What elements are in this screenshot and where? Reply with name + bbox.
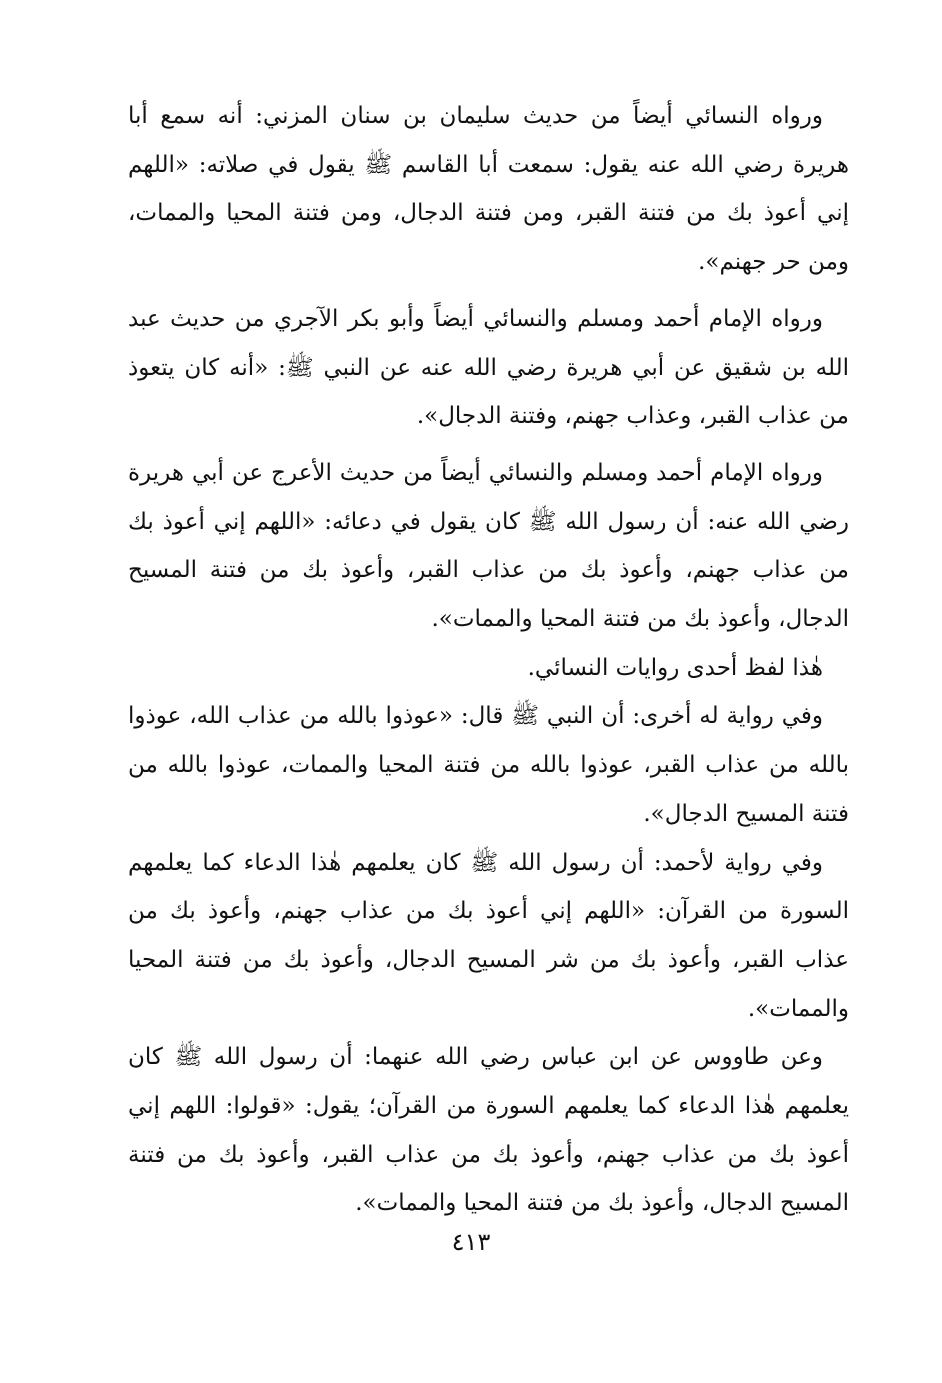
paragraph-nasai-sulaiman: ورواه النسائي أيضاً من حديث سليمان بن سنان المزني: أنه سمع أبا هريرة رضي الله عنه يقول: سمعت أبا القاسم ﷺ يقول في صلاته: «اللهم إني أعوذ بك من فتنة القبر، ومن فتنة الدجال، ومن فتنة المحيا والممات، ومن حر جهنم». xyxy=(128,103,849,276)
paragraph-nasai-other: وفي رواية له أخرى: أن النبي ﷺ قال: «عوذوا بالله من عذاب الله، عوذوا بالله من عذاب القبر، عوذوا بالله من فتنة المحيا والممات، عوذوا بالله من فتنة المسيح الدجال». xyxy=(128,703,849,827)
paragraph-ahmad-narration: وفي رواية لأحمد: أن رسول الله ﷺ كان يعلمهم هٰذا الدعاء كما يعلمهم السورة من القرآن: «اللهم إني أعوذ بك من عذاب جهنم، وأعوذ بك من عذاب القبر، وأعوذ بك من شر المسيح الدجال، وأعوذ بك من فتنة المحيا والممات». xyxy=(128,849,849,1022)
paragraph-nasai-note: هٰذا لفظ أحدى روايات النسائي. xyxy=(527,654,823,681)
paragraph-ahmad-aaraj: ورواه الإمام أحمد ومسلم والنسائي أيضاً من حديث الأعرج عن أبي هريرة رضي الله عنه: أن رسول الله ﷺ كان يقول في دعائه: «اللهم إني أعوذ بك من عذاب جهنم، وأعوذ بك من عذاب القبر، وأعوذ بك من فتنة المسيح الدجال، وأعوذ بك من فتنة المحيا والممات». xyxy=(128,459,849,633)
page-number: ٤١٣ xyxy=(451,1228,491,1256)
paragraph-ahmad-abdullah: ورواه الإمام أحمد ومسلم والنسائي أيضاً وأبو بكر الآجري من حديث عبد الله بن شقيق عن أبي هريرة رضي الله عنه عن النبي ﷺ: «أنه كان يتعوذ من عذاب القبر، وعذاب جهنم، وفتنة الدجال». xyxy=(128,305,849,430)
paragraph-tawus: وعن طاووس عن ابن عباس رضي الله عنهما: أن رسول الله ﷺ كان يعلمهم هٰذا الدعاء كما يعلمهم السورة من القرآن؛ يقول: «قولوا: اللهم إني أعوذ بك من عذاب جهنم، وأعوذ بك من عذاب القبر، وأعوذ بك من فتنة المسيح الدجال، وأعوذ بك من فتنة المحيا والممات». xyxy=(128,1044,849,1217)
page-body xyxy=(128,92,849,1228)
